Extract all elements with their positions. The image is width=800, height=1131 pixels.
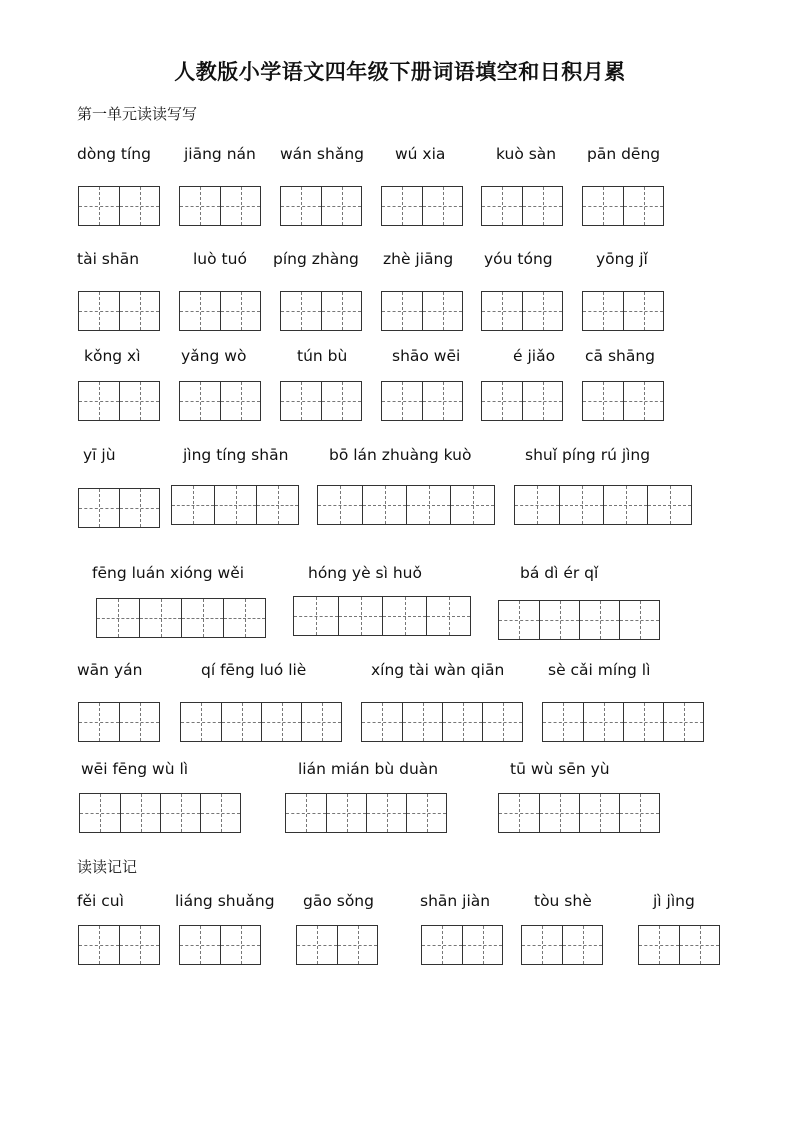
pinyin-label: fěi cuì	[77, 892, 124, 910]
writing-cell[interactable]	[139, 599, 181, 637]
writing-cell[interactable]	[482, 187, 522, 225]
tianzige-grid[interactable]	[582, 291, 664, 331]
tianzige-grid[interactable]	[285, 793, 447, 833]
writing-cell[interactable]	[679, 926, 719, 964]
pinyin-label: cā shāng	[585, 347, 656, 365]
writing-cell[interactable]	[79, 489, 119, 527]
writing-cell[interactable]	[362, 703, 402, 741]
tianzige-grid[interactable]	[582, 186, 664, 226]
writing-cell[interactable]	[543, 703, 583, 741]
tianzige-grid[interactable]	[498, 793, 660, 833]
writing-cell[interactable]	[362, 486, 406, 524]
writing-cell[interactable]	[539, 601, 579, 639]
pinyin-label: wán shǎng	[280, 145, 364, 163]
writing-cell[interactable]	[301, 703, 341, 741]
pinyin-label: luò tuó	[193, 250, 247, 268]
tianzige-grid[interactable]	[78, 381, 160, 421]
writing-cell[interactable]	[639, 926, 679, 964]
pinyin-label: bá dì ér qǐ	[520, 564, 599, 582]
tianzige-grid[interactable]	[381, 186, 463, 226]
pinyin-label: tū wù sēn yù	[510, 760, 610, 778]
writing-cell[interactable]	[522, 292, 562, 330]
writing-cell[interactable]	[422, 187, 462, 225]
writing-cell[interactable]	[583, 382, 623, 420]
writing-cell[interactable]	[337, 926, 377, 964]
tianzige-grid[interactable]	[521, 925, 603, 965]
pinyin-label: fēng luán xióng wěi	[92, 564, 245, 582]
writing-cell[interactable]	[220, 926, 260, 964]
writing-cell[interactable]	[422, 926, 462, 964]
writing-cell[interactable]	[119, 703, 159, 741]
pinyin-label: tún bù	[297, 347, 348, 365]
tianzige-grid[interactable]	[78, 925, 160, 965]
writing-cell[interactable]	[382, 292, 422, 330]
writing-cell[interactable]	[79, 926, 119, 964]
writing-cell[interactable]	[220, 187, 260, 225]
writing-cell[interactable]	[281, 187, 321, 225]
writing-cell[interactable]	[562, 926, 602, 964]
tianzige-grid[interactable]	[361, 702, 523, 742]
tianzige-grid[interactable]	[179, 186, 261, 226]
writing-cell[interactable]	[326, 794, 366, 832]
tianzige-grid[interactable]	[296, 925, 378, 965]
pinyin-label: yǎng wò	[181, 347, 247, 365]
section-heading-read-remember: 读读记记	[77, 858, 138, 876]
pinyin-label: yī jù	[83, 446, 116, 464]
tianzige-grid[interactable]	[481, 381, 563, 421]
writing-cell[interactable]	[522, 926, 562, 964]
writing-cell[interactable]	[119, 489, 159, 527]
pinyin-label: kǒng xì	[84, 347, 141, 365]
section-heading-unit1: 第一单元读读写写	[77, 105, 198, 123]
writing-cell[interactable]	[214, 486, 256, 524]
writing-cell[interactable]	[180, 926, 220, 964]
tianzige-grid[interactable]	[421, 925, 503, 965]
writing-cell[interactable]	[256, 486, 298, 524]
tianzige-grid[interactable]	[171, 485, 299, 525]
writing-cell[interactable]	[220, 382, 260, 420]
writing-cell[interactable]	[442, 703, 482, 741]
tianzige-grid[interactable]	[542, 702, 704, 742]
pinyin-label: yóu tóng	[484, 250, 553, 268]
writing-cell[interactable]	[583, 292, 623, 330]
writing-cell[interactable]	[223, 599, 265, 637]
tianzige-grid[interactable]	[481, 186, 563, 226]
pinyin-label: jì jìng	[653, 892, 695, 910]
tianzige-grid[interactable]	[280, 291, 362, 331]
writing-cell[interactable]	[297, 926, 337, 964]
writing-cell[interactable]	[321, 187, 361, 225]
tianzige-grid[interactable]	[78, 291, 160, 331]
writing-cell[interactable]	[180, 382, 220, 420]
writing-cell[interactable]	[79, 703, 119, 741]
tianzige-grid[interactable]	[481, 291, 563, 331]
tianzige-grid[interactable]	[179, 381, 261, 421]
writing-cell[interactable]	[583, 187, 623, 225]
writing-cell[interactable]	[623, 703, 663, 741]
pinyin-label: jiāng nán	[184, 145, 256, 163]
pinyin-label: yōng jǐ	[596, 250, 648, 268]
writing-cell[interactable]	[402, 703, 442, 741]
writing-cell[interactable]	[482, 292, 522, 330]
pinyin-label: bō lán zhuàng kuò	[329, 446, 472, 464]
tianzige-grid[interactable]	[78, 488, 160, 528]
tianzige-grid[interactable]	[179, 925, 261, 965]
writing-cell[interactable]	[261, 703, 301, 741]
writing-cell[interactable]	[321, 292, 361, 330]
pinyin-label: dòng tíng	[77, 145, 151, 163]
writing-cell[interactable]	[382, 597, 426, 635]
writing-cell[interactable]	[79, 382, 119, 420]
writing-cell[interactable]	[119, 187, 159, 225]
pinyin-label: liáng shuǎng	[175, 892, 275, 910]
tianzige-grid[interactable]	[180, 702, 342, 742]
tianzige-grid[interactable]	[582, 381, 664, 421]
pinyin-label: lián mián bù duàn	[298, 760, 439, 778]
pinyin-label: shān jiàn	[420, 892, 491, 910]
writing-cell[interactable]	[539, 794, 579, 832]
tianzige-grid[interactable]	[78, 186, 160, 226]
writing-cell[interactable]	[181, 599, 223, 637]
writing-cell[interactable]	[663, 703, 703, 741]
tianzige-grid[interactable]	[179, 291, 261, 331]
writing-cell[interactable]	[281, 382, 321, 420]
writing-cell[interactable]	[623, 382, 663, 420]
writing-cell[interactable]	[579, 794, 619, 832]
writing-cell[interactable]	[406, 486, 450, 524]
pinyin-label: hóng yè sì huǒ	[308, 564, 422, 582]
writing-cell[interactable]	[181, 703, 221, 741]
writing-cell[interactable]	[286, 794, 326, 832]
writing-cell[interactable]	[294, 597, 338, 635]
writing-cell[interactable]	[499, 794, 539, 832]
pinyin-label: pān dēng	[587, 145, 661, 163]
writing-cell[interactable]	[318, 486, 362, 524]
pinyin-label: qí fēng luó liè	[201, 661, 307, 679]
writing-cell[interactable]	[515, 486, 559, 524]
tianzige-grid[interactable]	[280, 186, 362, 226]
pinyin-label: wān yán	[77, 661, 143, 679]
pinyin-label: gāo sǒng	[303, 892, 374, 910]
writing-cell[interactable]	[79, 187, 119, 225]
writing-cell[interactable]	[647, 486, 691, 524]
tianzige-grid[interactable]	[317, 485, 495, 525]
tianzige-grid[interactable]	[381, 291, 463, 331]
writing-cell[interactable]	[382, 187, 422, 225]
writing-cell[interactable]	[321, 382, 361, 420]
tianzige-grid[interactable]	[79, 793, 241, 833]
pinyin-label: é jiǎo	[513, 347, 556, 365]
writing-cell[interactable]	[79, 292, 119, 330]
pinyin-label: tòu shè	[534, 892, 592, 910]
tianzige-grid[interactable]	[381, 381, 463, 421]
writing-cell[interactable]	[422, 292, 462, 330]
writing-cell[interactable]	[119, 382, 159, 420]
writing-cell[interactable]	[406, 794, 446, 832]
writing-cell[interactable]	[180, 187, 220, 225]
writing-cell[interactable]	[462, 926, 502, 964]
writing-cell[interactable]	[338, 597, 382, 635]
pinyin-label: sè cǎi míng lì	[548, 661, 651, 679]
pinyin-label: kuò sàn	[496, 145, 557, 163]
pinyin-label: xíng tài wàn qiān	[371, 661, 505, 679]
writing-cell[interactable]	[119, 292, 159, 330]
tianzige-grid[interactable]	[514, 485, 692, 525]
page-title: 人教版小学语文四年级下册词语填空和日积月累	[174, 60, 626, 84]
writing-cell[interactable]	[220, 292, 260, 330]
writing-cell[interactable]	[499, 601, 539, 639]
writing-cell[interactable]	[522, 187, 562, 225]
pinyin-label: píng zhàng	[273, 250, 359, 268]
writing-cell[interactable]	[422, 382, 462, 420]
writing-cell[interactable]	[200, 794, 240, 832]
writing-cell[interactable]	[619, 601, 659, 639]
writing-cell[interactable]	[221, 703, 261, 741]
pinyin-label: wú xia	[395, 145, 446, 163]
tianzige-grid[interactable]	[96, 598, 266, 638]
pinyin-label: shāo wēi	[392, 347, 461, 365]
writing-cell[interactable]	[426, 597, 470, 635]
writing-cell[interactable]	[603, 486, 647, 524]
writing-cell[interactable]	[522, 382, 562, 420]
writing-cell[interactable]	[119, 926, 159, 964]
writing-cell[interactable]	[482, 703, 522, 741]
writing-cell[interactable]	[623, 187, 663, 225]
writing-cell[interactable]	[366, 794, 406, 832]
tianzige-grid[interactable]	[638, 925, 720, 965]
writing-cell[interactable]	[450, 486, 494, 524]
tianzige-grid[interactable]	[498, 600, 660, 640]
pinyin-label: tài shān	[77, 250, 140, 268]
tianzige-grid[interactable]	[78, 702, 160, 742]
writing-cell[interactable]	[559, 486, 603, 524]
pinyin-label: jìng tíng shān	[183, 446, 289, 464]
writing-cell[interactable]	[120, 794, 160, 832]
pinyin-label: wēi fēng wù lì	[81, 760, 189, 778]
tianzige-grid[interactable]	[293, 596, 471, 636]
writing-cell[interactable]	[583, 703, 623, 741]
pinyin-label: shuǐ píng rú jìng	[525, 446, 651, 464]
pinyin-label: zhè jiāng	[383, 250, 454, 268]
writing-cell[interactable]	[160, 794, 200, 832]
writing-cell[interactable]	[579, 601, 619, 639]
writing-cell[interactable]	[619, 794, 659, 832]
writing-cell[interactable]	[623, 292, 663, 330]
tianzige-grid[interactable]	[280, 381, 362, 421]
writing-cell[interactable]	[172, 486, 214, 524]
writing-cell[interactable]	[482, 382, 522, 420]
writing-cell[interactable]	[180, 292, 220, 330]
writing-cell[interactable]	[281, 292, 321, 330]
writing-cell[interactable]	[97, 599, 139, 637]
writing-cell[interactable]	[80, 794, 120, 832]
writing-cell[interactable]	[382, 382, 422, 420]
